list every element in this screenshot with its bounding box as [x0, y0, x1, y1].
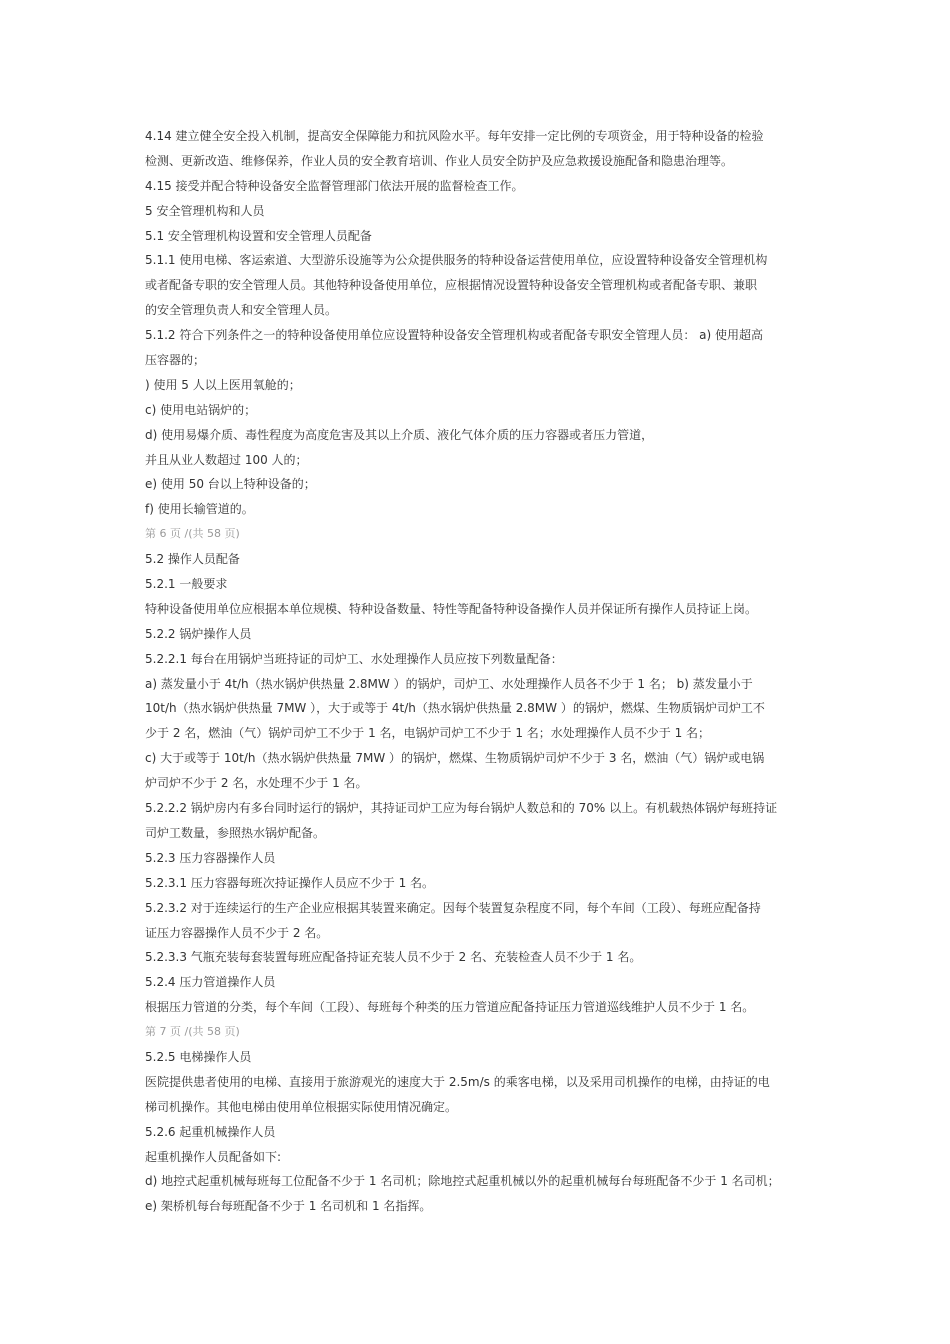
text-line: 压容器的；	[145, 353, 206, 368]
text-line: 的安全管理负责人和安全管理人员。	[145, 303, 338, 318]
text-line: c) 大于或等于 10t/h（热水锅炉供热量 7MW ）的锅炉，燃煤、生物质锅炉司炉不少于 3 名，燃油（气）锅炉或电锅	[145, 751, 765, 766]
text-line: 5.2.3 压力容器操作人员	[145, 850, 276, 865]
text-line: 5.2.5 电梯操作人员	[145, 1049, 252, 1064]
text-line: 并且从业人数超过 100 人的；	[145, 452, 308, 467]
text-line: 5.2.2.2 锅炉房内有多台同时运行的锅炉，其持证司炉工应为每台锅炉人数总和的 70% 以上。有机载热体锅炉每班持证	[145, 801, 778, 816]
text-line: 5.2 操作人员配备	[145, 552, 240, 567]
text-line: 5.1.2 符合下列条件之一的特种设备使用单位应设置特种设备安全管理机构或者配备专职安全管理人员： a) 使用超高	[145, 328, 764, 343]
text-line: 特种设备使用单位应根据本单位规模、特种设备数量、特性等配备特种设备操作人员并保证所有操作人员持证上岗。	[145, 601, 758, 616]
text-line: e) 架桥机每台每班配备不少于 1 名司机和 1 名指挥。	[145, 1199, 432, 1214]
text-line: 5.2.3.2 对于连续运行的生产企业应根据其装置来确定。因每个装置复杂程度不同，每个车间（工段）、每班应配备持	[145, 900, 761, 915]
text-line: 5.1.1 使用电梯、客运索道、大型游乐设施等为公众提供服务的特种设备运营使用单位，应设置特种设备安全管理机构	[145, 253, 768, 268]
text-line: 5.2.2 锅炉操作人员	[145, 626, 252, 641]
text-line: 5.2.3.3 气瓶充装每套装置每班应配备持证充装人员不少于 2 名、充装检查人员不少于 1 名。	[145, 950, 642, 965]
document-page	[145, 124, 807, 1219]
text-line: c) 使用电站锅炉的；	[145, 402, 257, 417]
text-line: 4.15 接受并配合特种设备安全监督管理部门依法开展的监督检查工作。	[145, 178, 524, 193]
text-line: a) 蒸发量小于 4t/h（热水锅炉供热量 2.8MW ）的锅炉，司炉工、水处理操作人员各不少于 1 名； b) 蒸发量小于	[145, 676, 753, 691]
text-line: 10t/h（热水锅炉供热量 7MW ），大于或等于 4t/h（热水锅炉供热量 2.8MW ）的锅炉，燃煤、生物质锅炉司炉工不	[145, 701, 765, 716]
text-line: 5 安全管理机构和人员	[145, 203, 265, 218]
text-line: 检测、更新改造、维修保养，作业人员的安全教育培训、作业人员安全防护及应急救援设施配备和隐患治理等。	[145, 153, 734, 168]
text-line: ) 使用 5 人以上医用氧舱的；	[145, 377, 301, 392]
text-line: 或者配备专职的安全管理人员。其他特种设备使用单位，应根据情况设置特种设备安全管理机构或者配备专职、兼职	[145, 278, 758, 293]
text-line: 起重机操作人员配备如下:	[145, 1149, 282, 1164]
text-line: f) 使用长输管道的。	[145, 502, 254, 517]
text-line: d) 使用易爆介质、毒性程度为高度危害及其以上介质、液化气体介质的压力容器或者压力管道，	[145, 427, 654, 442]
text-line: 4.14 建立健全安全投入机制，提高安全保障能力和抗风险水平。每年安排一定比例的专项资金，用于特种设备的检验	[145, 129, 764, 143]
text-line: 5.2.1 一般要求	[145, 577, 228, 592]
text-line: 梯司机操作。其他电梯由使用单位根据实际使用情况确定。	[145, 1099, 458, 1114]
text-line: 医院提供患者使用的电梯、直接用于旅游观光的速度大于 2.5m/s 的乘客电梯，以及采用司机操作的电梯，由持证的电	[145, 1074, 770, 1089]
text-line: 5.2.6 起重机械操作人员	[145, 1124, 276, 1139]
text-line: 5.1 安全管理机构设置和安全管理人员配备	[145, 228, 372, 243]
text-line: 少于 2 名，燃油（气）锅炉司炉工不少于 1 名，电锅炉司炉工不少于 1 名；水处理操作人员不少于 1 名；	[145, 726, 711, 741]
page-number: 第 6 页 /(共 58 页)	[145, 527, 240, 541]
text-line: 司炉工数量，参照热水锅炉配备。	[145, 825, 326, 840]
text-line: 5.2.3.1 压力容器每班次持证操作人员应不少于 1 名。	[145, 875, 435, 890]
text-line: 5.2.2.1 每台在用锅炉当班持证的司炉工、水处理操作人员应按下列数量配备：	[145, 651, 563, 666]
text-line: 根据压力管道的分类，每个车间（工段）、每班每个种类的压力管道应配备持证压力管道巡线维护人员不少于 1 名。	[145, 1000, 755, 1015]
page-number: 第 7 页 /(共 58 页)	[145, 1025, 240, 1039]
text-line: 炉司炉不少于 2 名，水处理不少于 1 名。	[145, 776, 368, 791]
text-line: d) 地控式起重机械每班每工位配备不少于 1 名司机；除地控式起重机械以外的起重机械每台每班配备不少于 1 名司机；	[145, 1174, 780, 1189]
text-line: e) 使用 50 台以上特种设备的；	[145, 477, 316, 492]
text-line: 5.2.4 压力管道操作人员	[145, 975, 276, 990]
text-line: 证压力容器操作人员不少于 2 名。	[145, 925, 329, 940]
